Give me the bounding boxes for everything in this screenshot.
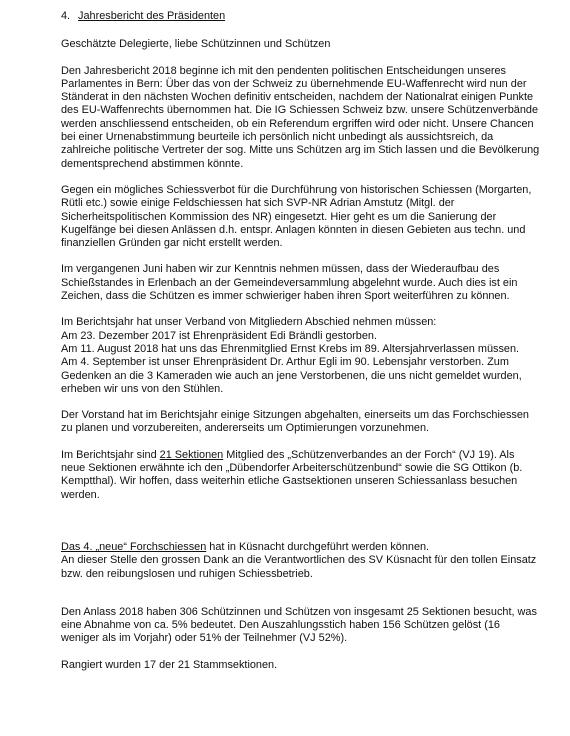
forch-line1: hat in Küsnacht durchgeführt werden können. [206,540,430,553]
obituary-line-2: Am 11. August 2018 hat uns das Ehrenmitglied Ernst Krebs im 89. Altersjahrverlassen müssen. [61,342,520,355]
sektionen-post: Mitglied des „Schützenverbandes an der Forch“ (VJ 19). Als neue Sektionen erwähnte ich den „Dübendorfer Arbeiterschützenbund“ sowie die SG Ottikon (b. Kemptthal). Wir hoffen, dass weiterhin etliche Gastsektionen unseren Schiessanlass besuchen werden. [61,448,523,501]
paragraph-obituary [61,316,541,396]
obituary-intro: Im Berichtsjahr hat unser Verband von Mitgliedern Abschied nehmen müssen: [61,316,437,329]
section-title: Jahresbericht des Präsidenten [78,10,226,22]
obituary-line-3: Am 4. September ist unser Ehrenpräsident Dr. Arthur Egli im 90. Lebensjahr verstorben. Zum Gedenken an die 3 Kameraden wie auch an jene Verstorbenen, die uns nicht gemeldet wurden, erheben wir uns von den Stühlen. [61,356,522,395]
spacer [61,515,541,541]
paragraph-forchschiessen [61,541,541,581]
paragraph-vorstand: Der Vorstand hat im Berichtsjahr einige Sitzungen abgehalten, einerseits um das Forchschiessen zu planen und vorzubereiten, andererseits um Optimierungen vorzunehmen. [61,409,529,435]
paragraph-schiessverbot: Gegen ein mögliches Schiessverbot für die Durchführung von historischen Schiessen (Morgarten, Rütli etc.) sowie einige Feldschiessen hat sich SVP-NR Adrian Amstutz (Mitgl. der Sicherheitspolitischen Kommission des NR) eingesetzt. Hier geht es um die Sanierung der Kugelfänge bei diesen Anlässen d.h. entspr. Anlagen könnten in diesen Gebieten aus techn. und finanziellen Gründen gar nicht erstellt werden. [61,183,532,250]
sektionen-pre: Im Berichtsjahr sind [61,448,160,461]
paragraph-politics: Den Jahresbericht 2018 beginne ich mit den pendenten politischen Entscheidungen unseres Parlamentes in Bern: Über das von der Schweiz zu übernehmende EU-Waffenrecht wird nun der Ständerat in den nächsten Wochen definitiv entscheiden, nachdem der Nationalrat einigen Punkte des EU-Waffenrechts übernommen hat. Die IG Schiessen Schweiz bzw. unsere Schützenverbände werden anschliessend entscheiden, ob ein Referendum ergriffen wird oder nicht. Unsere Chancen bei einer Urnenabstimmung beurteile ich persönlich nicht unbedingt als aussichtsreich, da zahlreiche politische Vertreter der sog. Mitte uns Schützen arg im Stich lassen und die Bevölkerung dementsprechend abstimmen könnte. [61,64,540,170]
spacer [61,594,541,606]
sektionen-count: 21 Sektionen [159,448,224,461]
paragraph-anlass: Den Anlass 2018 haben 306 Schützinnen und Schützen von insgesamt 25 Sektionen besucht, was eine Abnahme von ca. 5% bedeutet. Den Auszahlungsstich haben 156 Schützen gelöst (16 weniger als im Vorjahr) oder 51% der Teilnehmer (VJ 52%). [61,605,537,645]
paragraph-erlenbach: Im vergangenen Juni haben wir zur Kenntnis nehmen müssen, dass der Wiederaufbau des Schießstandes in Erlenbach an der Gemeindeversammlung abgelehnt wurde. Auch dies ist ein Zeichen, dass die Schützen es immer schwieriger haben ihren Sport weiterführen zu können. [61,263,518,303]
section-number: 4. [61,10,71,22]
forch-title: Das 4. „neue“ Forchschiessen [61,540,207,553]
section-heading [61,10,541,23]
forch-thanks: An dieser Stelle den grossen Dank an die Verantwortlichen des SV Küsnacht für den tollen Einsatz bzw. den reibungslosen und ruhigen Schiessbetrieb. [61,554,537,580]
obituary-line-1: Am 23. Dezember 2017 ist Ehrenpräsident Edi Brändli gestorben. [61,329,378,342]
paragraph-rangiert: Rangiert wurden 17 der 21 Stammsektionen. [61,658,278,671]
document-page [61,10,541,685]
greeting: Geschätzte Delegierte, liebe Schützinnen und Schützen [61,38,331,51]
paragraph-sektionen [61,449,541,502]
